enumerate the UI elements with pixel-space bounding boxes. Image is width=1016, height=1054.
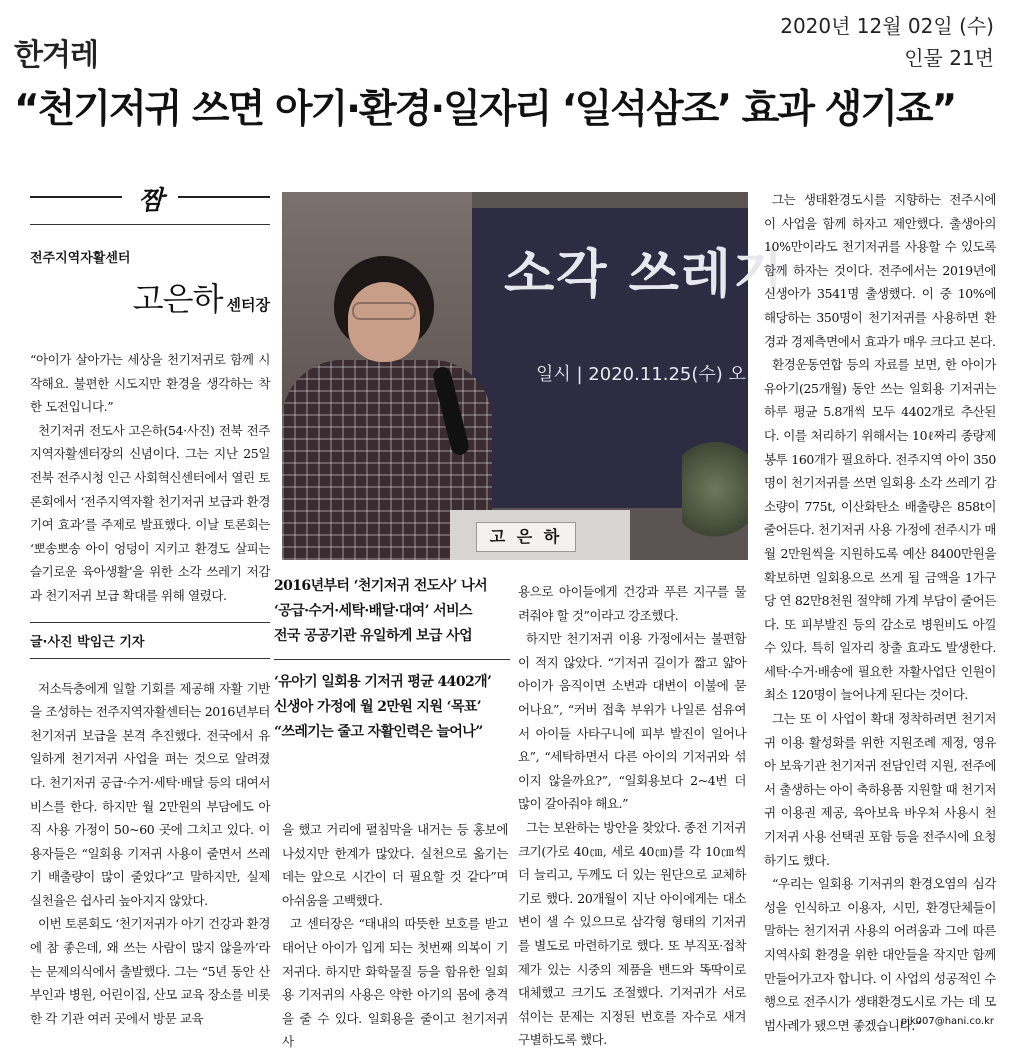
subhead-line: ‘유아기 일회용 기저귀 평균 4402개’ xyxy=(274,674,492,690)
organization: 전주지역자활센터 xyxy=(30,251,131,266)
left-paragraph: 천기저귀 전도사 고은하(54·사진) 전북 전주지역자활센터장의 신념이다. 그는 지난 25일 전북 전주시청 인근 사회혁신센터에서 열린 토론회에서 ‘전주지역자활 천기저귀 보급과 환경 기여 효과’를 주제로 발표했다. 이날 토론회는 ‘뽀송뽀송 아이 엉덩이 지키고 환경도 살피는 슬기로운 육아생활’을 위한 소각 쓰레기 저감과 천기저귀 보급 확대를 위해 열렸다. xyxy=(30,422,270,603)
body-paragraph: 그는 생태환경도시를 지향하는 전주시에 이 사업을 함께 하자고 제안했다. 출생아의 10%만이라도 천기저귀를 사용할 수 있도록 함께 하자는 것이다. 전주에서는 2019년에 신생아가 3541명 출생했다. 이 중 10%에 해당하는 350명이 천기저귀를 사용하면 환경과 경제측면에서 효과가 매우 크다고 본다. xyxy=(764,192,996,349)
divider xyxy=(30,224,270,225)
left-column xyxy=(30,180,270,1030)
body-paragraph: “우리는 일회용 기저귀의 환경오염의 심각성을 인식하고 이용자, 시민, 환경단체들이 말하는 천기저귀 사용의 어려움과 그에 따른 지역사회 환경을 위한 대안들을 작지만 함께 만들어가고자 합니다. 이 사업의 성공적인 수행으로 전주시가 생태환경도시로 가는 데 모범사례가 됐으면 좋겠습니다.” xyxy=(764,876,996,1033)
subhead-line: “쓰레기는 줄고 자활인력은 늘어나” xyxy=(274,724,483,740)
right-column xyxy=(764,188,996,1037)
screen-date: 일시 | 2020.11.25(수) 오 xyxy=(536,364,746,385)
middle-bottom-column xyxy=(282,818,508,1054)
speaker-glasses xyxy=(352,302,416,320)
center-column xyxy=(518,580,746,1052)
body-paragraph: 저소득층에게 일할 기회를 제공해 자활 기반을 조성하는 전주지역자활센터는 2016년부터 천기저귀 보급을 본격 추진했다. 전국에서 유일하게 천기저귀 사업을 펴는 것으로 알려졌다. 천기저귀 공급·수거·세탁·배달 등의 대여서비스를 한다. 하지만 월 2만원의 부담에도 아직 사용 가정이 50~60 곳에 그치고 있다. 이용자들은 “일회용 기저귀 사용이 줄면서 쓰레기 배출량이 많이 줄었다”고 말하지만, 실제 실천율은 쉽사리 높아지지 않았다. xyxy=(30,680,270,908)
body-paragraph: 그는 보완하는 방안을 찾았다. 종전 기저귀 크기(가로 40㎝, 세로 40㎝)를 각 10㎝씩 더 늘리고, 두께도 더 있는 원단으로 교체하기로 했다. 20개월이 지난 아이에게는 대소변이 샐 수 있으므로 삼각형 형태의 기저귀를 별도로 마련하기로 했다. 또 부직포·접착제가 있는 시중의 제품을 밴드와 똑딱이로 대체했고 크기도 조절했다. 기저귀가 서로 섞이는 문제는 지정된 번호를 자수로 새겨 구별하도록 했다. xyxy=(518,819,746,1048)
body-paragraph: 환경운동연합 등의 자료를 보면, 한 아이가 유아기(25개월) 동안 쓰는 일회용 기저귀는 하루 평균 5.8개씩 모두 4402개로 추산된다. 이를 처리하기 위해서는 10ℓ짜리 종량제봉투 160개가 필요하다. 전주지역 아이 350명이 천기저귀를 쓰면 일회용 소각 쓰레기 감소량이 775t, 이산화탄소 배출량은 858t이 줄어든다. 천기저귀 사용 가정에 전주시가 매월 2만원씩을 지원하도록 예산 8400만원을 확보하면 일회용으로 쓰게 될 금액을 1가구당 연 82만8천원 절약해 가계 부담이 줄어든다. 또 피부발진 등의 감소로 병원비도 아낄 수 있다. 특히 일자리 창출 효과도 발생한다. 세탁·수거·배송에 필요한 자활사업단 인원이 최소 120명이 늘어나게 된다는 것이다. xyxy=(764,357,996,703)
dateline xyxy=(780,10,994,74)
subhead-group xyxy=(274,670,510,755)
person-title: 센터장 xyxy=(226,296,270,314)
section-page: 인물 21면 xyxy=(904,46,994,70)
subheads xyxy=(274,574,510,765)
reporter-email: pik007@hani.co.kr xyxy=(900,1016,994,1027)
body-paragraph: 이번 토론회도 ‘천기저귀가 아기 건강과 환경에 참 좋은데, 왜 쓰는 사람이 많지 않을까’라는 문제의식에서 출발했다. 그는 “5년 동안 산부인과 병원, 어린이집, 산모 교육 장소를 비롯한 각 기관 여러 곳에서 방문 교육 xyxy=(30,916,270,1026)
byline: 글·사진 박임근 기자 xyxy=(30,622,270,659)
subhead-line: 2016년부터 ‘천기저귀 전도사’ 나서 xyxy=(274,578,488,594)
body-paragraph: 그는 또 이 사업이 확대 정착하려면 천기저귀 이용 활성화를 위한 지원조례 제정, 영유아 보육기관 천기저귀 전담인력 지원, 전주에서 출생하는 아이 축하용품 지원할 때 천기저귀 이용권 제공, 육아보육 바우처 사용시 천기저귀 사용 선택권 포함 등을 전주시에 요청하기도 했다. xyxy=(764,711,996,868)
article-photo xyxy=(282,192,786,560)
body-paragraph: 용으로 아이들에게 건강과 푸른 지구를 물려줘야 할 것”이라고 강조했다. xyxy=(518,584,746,623)
subhead-line: 전국 공공기관 유일하게 보급 사업 xyxy=(274,628,473,644)
publication-date: 2020년 12월 02일 (수) xyxy=(780,14,994,38)
masthead-logo: 한겨레 xyxy=(14,38,98,73)
subhead-line: 신생아 가정에 월 2만원 지원 ‘목표’ xyxy=(274,699,482,715)
body-paragraph: 고 센터장은 “태내의 따뜻한 보호를 받고 태어난 아이가 입게 되는 첫번째 의복이 기저귀다. 하지만 화학물질 등을 함유한 일회용 기저귀의 사용은 약한 아기의 몸에 충격을 줄 수 있다. 일회용을 줄이고 천기저귀 사 xyxy=(282,916,508,1050)
nameplate: 고 은 하 xyxy=(476,522,576,552)
intro-quote: “아이가 살아가는 세상을 천기저귀로 함께 시작해요. 불편한 시도지만 환경을 생각하는 착한 도전입니다.” xyxy=(30,352,270,415)
headline: “천기저귀 쓰면 아기·환경·일자리 ‘일석삼조’ 효과 생기죠” xyxy=(14,87,956,132)
person-name-block xyxy=(30,274,270,320)
intro-text xyxy=(30,348,270,608)
photo-plant xyxy=(682,442,748,560)
body-paragraph: 을 했고 거리에 펼침막을 내거는 등 홍보에 나섰지만 한계가 많았다. 실천으로 옮기는 데는 앞으로 시간이 더 필요할 것 같다”며 아쉬움을 고백했다. xyxy=(282,822,508,908)
column-name: 짬 xyxy=(138,186,162,216)
screen-title: 소각 쓰레기 xyxy=(504,245,786,305)
subhead-group xyxy=(274,574,510,660)
speaker-face xyxy=(348,282,420,362)
body-paragraph: 하지만 천기저귀 이용 가정에서는 불편함이 적지 않았다. “기저귀 길이가 짧고 얇아 아이가 움직이면 소변과 대변이 이불에 묻어나요”, “커버 접촉 부위가 나일론 섬유여서 아이들 사타구니에 피부 발진이 일어나요”, “세탁하면서 다른 아이의 기저귀와 섞이지 않을까요?”, “일회용보다 2~4번 더 많이 갈아줘야 해요.” xyxy=(518,631,746,812)
left-body xyxy=(30,677,270,1031)
person-name: 고은하 xyxy=(132,280,223,318)
rule-left xyxy=(30,196,122,198)
subhead-line: ‘공급·수거·세탁·배달·대여’ 서비스 xyxy=(274,603,472,619)
rule-right xyxy=(178,196,270,198)
